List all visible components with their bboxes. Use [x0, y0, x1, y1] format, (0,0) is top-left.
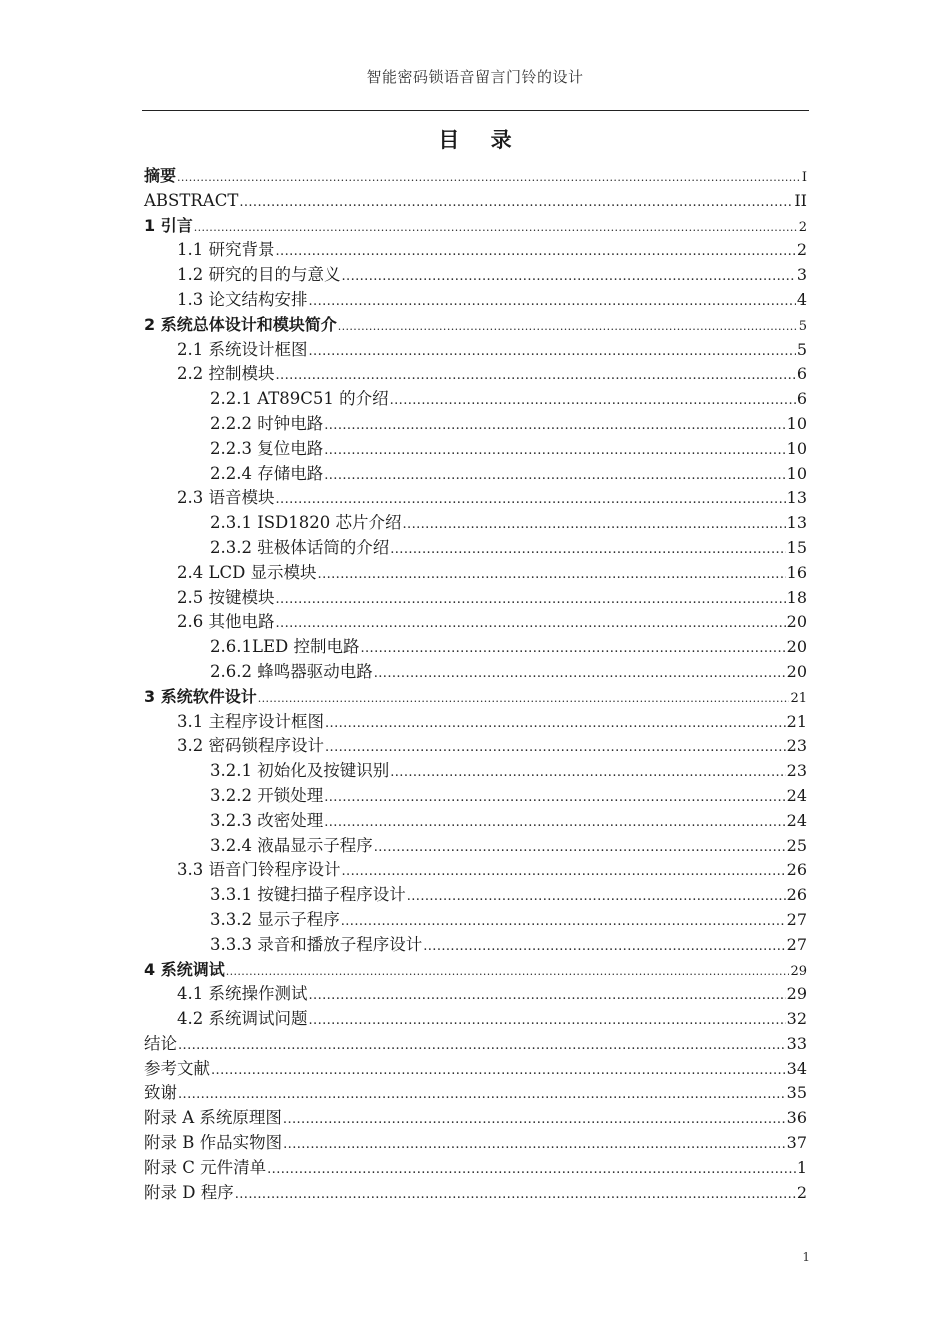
- toc-entry-label: 3.2 密码锁程序设计: [177, 736, 324, 756]
- toc-entry-page: 13: [786, 513, 807, 533]
- toc-dot-leader: [226, 960, 790, 985]
- toc-entry[interactable]: [144, 710, 807, 735]
- toc-entry-label: ABSTRACT: [144, 190, 239, 210]
- toc-dot-leader: [267, 1158, 796, 1183]
- toc-dot-leader: [178, 1034, 786, 1059]
- toc-entry-label: 附录 B 作品实物图: [144, 1133, 283, 1153]
- toc-dot-leader: [283, 1108, 786, 1133]
- toc-entry[interactable]: [144, 536, 807, 561]
- toc-dot-leader: [342, 265, 796, 290]
- toc-entry[interactable]: [144, 660, 807, 685]
- toc-dot-leader: [423, 935, 785, 960]
- toc-dot-leader: [403, 513, 786, 538]
- toc-entry-label: 2.2.4 存储电路: [210, 463, 324, 483]
- toc-entry[interactable]: [144, 164, 807, 189]
- toc-entry-page: 15: [786, 537, 807, 557]
- toc-entry[interactable]: [144, 437, 807, 462]
- toc-dot-leader: [283, 1133, 786, 1158]
- toc-entry[interactable]: [144, 238, 807, 263]
- toc-entry[interactable]: [144, 982, 807, 1007]
- toc-dot-leader: [309, 290, 796, 315]
- toc-entry-page: 33: [786, 1033, 807, 1053]
- toc-entry[interactable]: [144, 1156, 807, 1181]
- toc-dot-leader: [177, 166, 801, 191]
- toc-dot-leader: [360, 637, 785, 662]
- toc-entry-page: 26: [786, 885, 807, 905]
- toc-entry-label: 3.3.3 录音和播放子程序设计: [210, 934, 423, 954]
- toc-entry-label: 2.6 其他电路: [177, 612, 275, 632]
- toc-entry[interactable]: [144, 1057, 807, 1082]
- toc-entry-label: 附录 C 元件清单: [144, 1157, 267, 1177]
- toc-dot-leader: [338, 315, 798, 340]
- toc-entry-page: 6: [796, 389, 807, 409]
- toc-entry-page: 5: [798, 318, 807, 334]
- toc-dot-leader: [324, 414, 785, 439]
- toc-dot-leader: [318, 563, 786, 588]
- toc-entry-label: 3.3.1 按键扫描子程序设计: [210, 885, 406, 905]
- toc-entry-page: 32: [786, 1009, 807, 1029]
- toc-entry-page: 29: [790, 963, 807, 979]
- toc-entry[interactable]: [144, 1007, 807, 1032]
- toc-entry[interactable]: [144, 734, 807, 759]
- toc-entry-label: 2.3.2 驻极体话筒的介绍: [210, 537, 390, 557]
- toc-entry-label: 2.5 按键模块: [177, 587, 275, 607]
- toc-dot-leader: [342, 860, 786, 885]
- toc-dot-leader: [374, 662, 786, 687]
- toc-entry-label: 参考文献: [144, 1058, 210, 1078]
- toc-entry-label: 1.1 研究背景: [177, 240, 275, 260]
- toc-dot-leader: [324, 786, 785, 811]
- toc-entry-page: 23: [786, 736, 807, 756]
- toc-entry-label: 2.3.1 ISD1820 芯片介绍: [210, 513, 402, 533]
- toc-entry-page: 5: [796, 339, 807, 359]
- toc-entry[interactable]: [144, 933, 807, 958]
- toc-entry-page: 24: [786, 785, 807, 805]
- toc-entry[interactable]: [144, 486, 807, 511]
- toc-dot-leader: [276, 240, 796, 265]
- toc-entry-label: 致谢: [144, 1083, 177, 1103]
- toc-entry[interactable]: [144, 759, 807, 784]
- toc-entry-page: 36: [786, 1108, 807, 1128]
- toc-entry[interactable]: [144, 313, 807, 338]
- toc-entry[interactable]: [144, 1131, 807, 1156]
- toc-entry-label: 1.2 研究的目的与意义: [177, 265, 341, 285]
- toc-entry-page: II: [794, 190, 807, 210]
- toc-entry[interactable]: [144, 610, 807, 635]
- toc-entry-page: 37: [786, 1133, 807, 1153]
- toc-entry-label: 1 引言: [144, 215, 193, 235]
- toc-entry-page: 2: [796, 1182, 807, 1202]
- toc-dot-leader: [374, 836, 786, 861]
- toc-entry-page: 29: [786, 984, 807, 1004]
- toc-dot-leader: [309, 1009, 786, 1034]
- toc-entry[interactable]: [144, 288, 807, 313]
- toc-entry-label: 2.2.2 时钟电路: [210, 413, 324, 433]
- toc-dot-leader: [276, 612, 786, 637]
- toc-entry-page: 18: [786, 587, 807, 607]
- toc-entry-page: 20: [786, 661, 807, 681]
- toc-entry-page: 4: [796, 289, 807, 309]
- toc-entry-page: I: [801, 170, 807, 185]
- toc-entry[interactable]: [144, 462, 807, 487]
- toc-entry-page: 10: [786, 463, 807, 483]
- page-number: 1: [802, 1250, 810, 1264]
- toc-entry-page: 25: [786, 835, 807, 855]
- toc-entry[interactable]: [144, 511, 807, 536]
- toc-dot-leader: [178, 1083, 786, 1108]
- toc-dot-leader: [325, 712, 786, 737]
- toc-entry-page: 20: [786, 612, 807, 632]
- toc-entry-label: 3.3 语音门铃程序设计: [177, 860, 341, 880]
- toc-entry-page: 35: [786, 1083, 807, 1103]
- toc-entry[interactable]: [144, 834, 807, 859]
- toc-entry-label: 2.3 语音模块: [177, 488, 275, 508]
- toc-entry[interactable]: [144, 387, 807, 412]
- toc-entry-label: 3.1 主程序设计框图: [177, 711, 324, 731]
- toc-entry-label: 2.1 系统设计框图: [177, 339, 308, 359]
- toc-entry-label: 3.3.2 显示子程序: [210, 909, 340, 929]
- toc-entry[interactable]: [144, 685, 807, 710]
- toc-entry-label: 2.2.3 复位电路: [210, 438, 324, 458]
- toc-dot-leader: [276, 364, 796, 389]
- toc-dot-leader: [324, 464, 785, 489]
- toc-entry-page: 1: [796, 1157, 807, 1177]
- running-header: 智能密码锁语音留言门铃的设计: [366, 68, 584, 86]
- toc-entry-page: 24: [786, 810, 807, 830]
- toc-entry-label: 3.2.3 改密处理: [210, 810, 324, 830]
- toc-entry[interactable]: [144, 214, 807, 239]
- toc-entry[interactable]: [144, 338, 807, 363]
- toc-entry[interactable]: [144, 1032, 807, 1057]
- toc-entry-label: 2.4 LCD 显示模块: [177, 562, 317, 582]
- toc-entry-label: 附录 A 系统原理图: [144, 1108, 282, 1128]
- toc-dot-leader: [239, 191, 793, 216]
- toc-entry[interactable]: [144, 908, 807, 933]
- toc-dot-leader: [276, 588, 786, 613]
- toc-entry[interactable]: [144, 858, 807, 883]
- toc-entry[interactable]: [144, 1081, 807, 1106]
- toc-entry[interactable]: [144, 263, 807, 288]
- toc-entry-page: 13: [786, 488, 807, 508]
- header-rule: [142, 110, 809, 111]
- toc-entry-label: 结论: [144, 1033, 177, 1053]
- toc-entry-label: 4.1 系统操作测试: [177, 984, 308, 1004]
- toc-dot-leader: [258, 687, 790, 712]
- toc-entry[interactable]: [144, 412, 807, 437]
- toc-entry-label: 2.6.2 蜂鸣器驱动电路: [210, 661, 373, 681]
- toc-entry-label: 2.2 控制模块: [177, 364, 275, 384]
- toc-entry-label: 2.2.1 AT89C51 的介绍: [210, 389, 389, 409]
- toc-dot-leader: [325, 736, 786, 761]
- toc-entry-page: 16: [786, 562, 807, 582]
- toc-entry-label: 3.2.2 开锁处理: [210, 785, 324, 805]
- toc-entry-label: 2 系统总体设计和模块简介: [144, 314, 337, 334]
- toc-entry-page: 3: [796, 265, 807, 285]
- toc-entry[interactable]: [144, 189, 807, 214]
- toc-entry-page: 10: [786, 413, 807, 433]
- toc-entry-label: 2.6.1LED 控制电路: [210, 637, 360, 657]
- toc-entry-page: 34: [786, 1058, 807, 1078]
- toc-entry-page: 21: [786, 711, 807, 731]
- toc-dot-leader: [235, 1183, 796, 1208]
- toc-entry-label: 附录 D 程序: [144, 1182, 234, 1202]
- toc-entry-page: 2: [796, 240, 807, 260]
- toc-entry-label: 3.2.4 液晶显示子程序: [210, 835, 373, 855]
- toc-entry[interactable]: [144, 809, 807, 834]
- toc-entry[interactable]: [144, 561, 807, 586]
- toc-entry[interactable]: [144, 1106, 807, 1131]
- toc-entry[interactable]: [144, 1181, 807, 1206]
- toc-dot-leader: [309, 984, 786, 1009]
- toc-entry-page: 6: [796, 364, 807, 384]
- toc-entry-page: 2: [798, 219, 807, 235]
- toc-entry-page: 27: [786, 934, 807, 954]
- toc-title: 目 录: [438, 128, 524, 152]
- toc-entry-page: 21: [790, 690, 807, 706]
- toc-dot-leader: [407, 885, 786, 910]
- toc-dot-leader: [390, 389, 796, 414]
- table-of-contents: [144, 164, 807, 1205]
- toc-entry[interactable]: [144, 635, 807, 660]
- toc-dot-leader: [211, 1059, 786, 1084]
- toc-entry-page: 23: [786, 761, 807, 781]
- toc-entry[interactable]: [144, 883, 807, 908]
- toc-entry-page: 27: [786, 909, 807, 929]
- toc-entry-label: 1.3 论文结构安排: [177, 289, 308, 309]
- toc-entry-label: 4 系统调试: [144, 959, 225, 979]
- toc-dot-leader: [341, 910, 786, 935]
- toc-entry-label: 3 系统软件设计: [144, 686, 257, 706]
- toc-dot-leader: [390, 761, 785, 786]
- toc-entry[interactable]: [144, 586, 807, 611]
- toc-dot-leader: [309, 340, 796, 365]
- toc-dot-leader: [324, 439, 785, 464]
- toc-entry-page: 10: [786, 438, 807, 458]
- toc-entry-page: 26: [786, 860, 807, 880]
- toc-entry[interactable]: [144, 362, 807, 387]
- toc-dot-leader: [324, 811, 785, 836]
- toc-entry[interactable]: [144, 784, 807, 809]
- toc-dot-leader: [390, 538, 785, 563]
- toc-entry[interactable]: [144, 958, 807, 983]
- toc-entry-label: 3.2.1 初始化及按键识别: [210, 761, 390, 781]
- toc-entry-label: 摘要: [144, 166, 177, 185]
- toc-dot-leader: [194, 216, 798, 241]
- toc-dot-leader: [276, 488, 786, 513]
- toc-entry-page: 20: [786, 637, 807, 657]
- toc-entry-label: 4.2 系统调试问题: [177, 1009, 308, 1029]
